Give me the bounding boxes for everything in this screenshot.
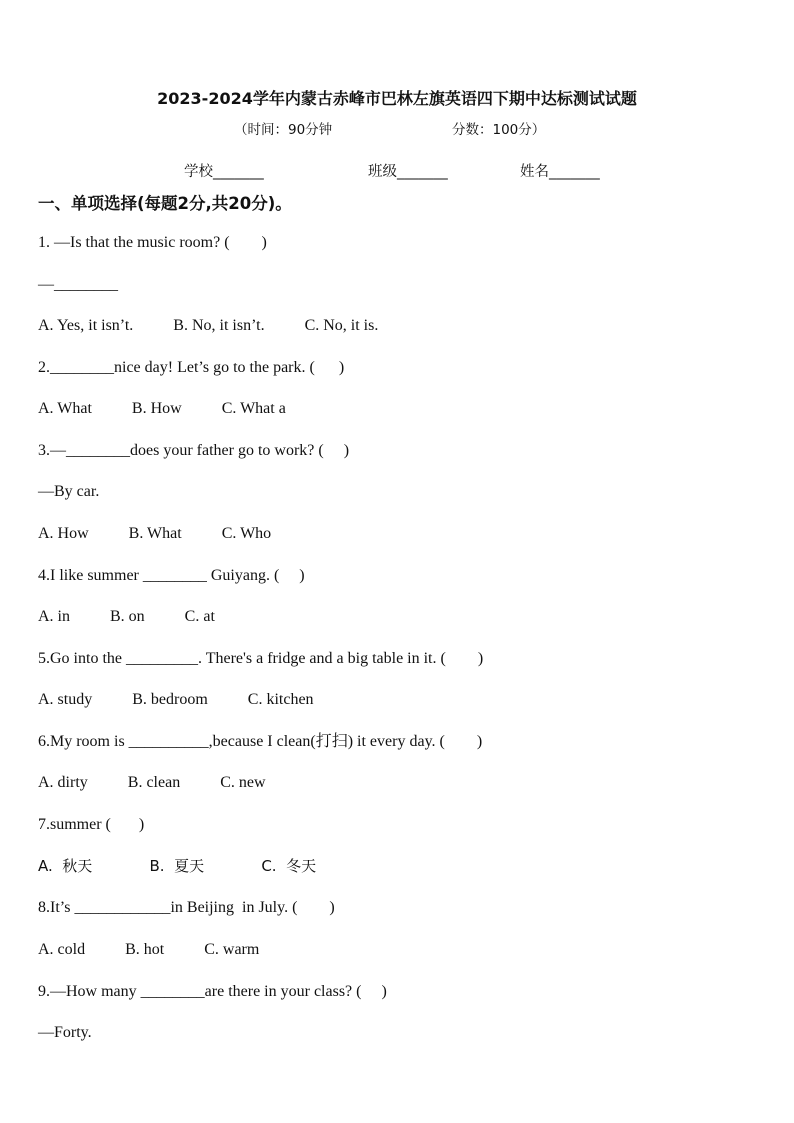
question-1: 1. —Is that the music room? ( ) [38,234,267,251]
question-3: 3.—________does your father go to work? ( ) [38,442,350,459]
question-4-options: A. in B. on C. at [38,608,215,625]
question-1-options: A. Yes, it isn’t. B. No, it isn’t. C. No, it is. [38,317,379,334]
section-heading: 一、单项选择(每题2分,共20分)。 [38,194,292,213]
question-3-options: A. How B. What C. Who [38,525,272,542]
question-9: 9.—How many ________are there in your class? ( ) [38,983,387,1000]
question-8: 8.It’s ____________in Beijing in July. ( ) [38,899,335,916]
school-field: 学校_______ [184,164,264,180]
question-9-answer: —Forty. [38,1024,92,1041]
class-field: 班级_______ [368,164,448,180]
question-4: 4.I like summer ________ Guiyang. ( ) [38,567,305,584]
name-field: 姓名_______ [520,164,600,180]
question-1-answer: —________ [38,276,118,293]
question-7: 7.summer ( ) [38,816,145,833]
question-6-options: A. dirty B. clean C. new [38,774,266,791]
question-3-answer: —By car. [38,483,100,500]
question-2: 2.________nice day! Let’s go to the park. ( ) [38,359,345,376]
question-5-options: A. study B. bedroom C. kitchen [38,691,314,708]
exam-score: 分数：100分） [452,122,546,138]
question-7-options: A. 秋天 B. 夏天 C. 冬天 [38,857,317,875]
question-6: 6.My room is __________,because I clean(打扫) it every day. ( ) [38,733,483,750]
page-title: 2023-2024学年内蒙古赤峰市巴林左旗英语四下期中达标测试试题 [157,89,637,108]
question-8-options: A. cold B. hot C. warm [38,941,260,958]
question-5: 5.Go into the _________. There's a fridge and a big table in it. ( ) [38,650,484,667]
question-2-options: A. What B. How C. What a [38,400,286,417]
exam-time: （时间：90分钟 [234,122,333,138]
